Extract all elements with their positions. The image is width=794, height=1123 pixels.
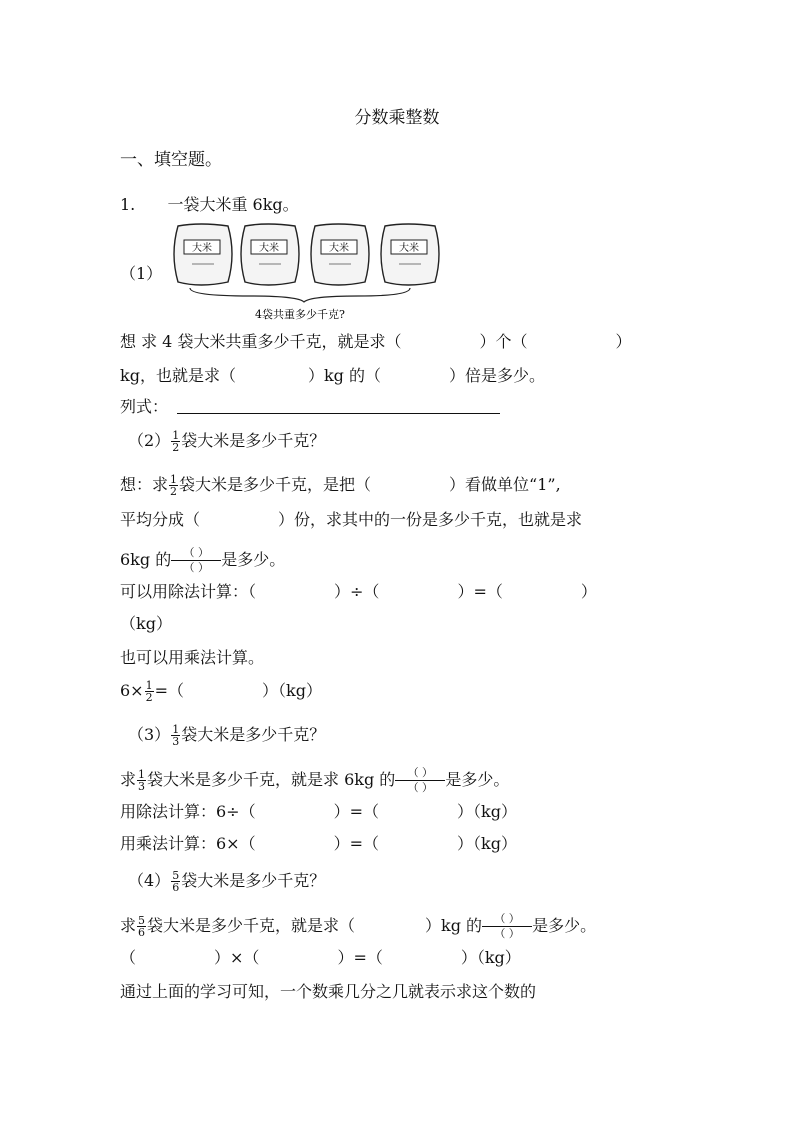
part-3-question xyxy=(128,724,325,747)
figure-caption: 4袋共重多少千克? xyxy=(255,308,345,321)
text-span: 用除法计算：6÷（ xyxy=(120,802,256,821)
text-span: 是多少。 xyxy=(221,550,286,569)
page-title: 分数乘整数 xyxy=(354,108,440,128)
text-span: 6× xyxy=(120,681,144,700)
text-span: （ xyxy=(120,948,137,967)
text-span: kg，也就是求（ xyxy=(120,366,236,385)
text-span: ）=（ xyxy=(333,802,380,821)
text-span: 是多少。 xyxy=(532,916,597,935)
question-1 xyxy=(120,195,299,215)
rice-bag xyxy=(174,224,232,285)
question-text: 一袋大米重 6kg。 xyxy=(167,195,299,214)
text-span: ）=（ xyxy=(333,834,380,853)
rice-bag xyxy=(381,224,439,285)
text-span: ）（kg） xyxy=(262,681,322,700)
part-2-think-2 xyxy=(120,510,582,530)
formula-answer-line[interactable] xyxy=(177,413,500,414)
text-span: ）÷（ xyxy=(334,582,380,601)
fraction: $\frac{5}{6}$ xyxy=(138,914,146,939)
part-2-mult-text: 也可以用乘法计算。 xyxy=(120,648,265,667)
part-4-equation xyxy=(120,948,521,968)
formula-label: 列式： xyxy=(120,397,169,416)
fraction: $\frac{1}{2}$ xyxy=(172,429,180,454)
text-span: 可以用除法计算：（ xyxy=(120,582,257,601)
text-span: 用乘法计算：6×（ xyxy=(120,834,256,853)
bag-label: 大米 xyxy=(259,243,279,254)
fraction: $\frac{1}{3}$ xyxy=(138,768,146,793)
part-label: （2） xyxy=(128,431,171,450)
part-3-division xyxy=(120,802,517,822)
bag-label: 大米 xyxy=(399,243,419,254)
fraction: $\frac{1}{2}$ xyxy=(170,473,178,498)
text-span: ）（kg） xyxy=(457,834,517,853)
question-number: 1. xyxy=(120,195,136,214)
part-2-question xyxy=(128,430,325,453)
rice-bag xyxy=(241,224,299,285)
part-2-mult xyxy=(120,680,322,703)
text-span: 求 xyxy=(120,916,137,935)
text-span: =（ xyxy=(154,681,185,700)
conclusion: 通过上面的学习可知，一个数乘几分之几就表示求这个数的 xyxy=(120,982,537,1001)
text-span: ）kg 的（ xyxy=(307,366,381,385)
bag-label: 大米 xyxy=(192,243,212,254)
text-span: 平均分成（ xyxy=(120,510,201,529)
part-2-division xyxy=(120,582,597,602)
text-span: 6kg 的 xyxy=(120,550,172,569)
text-span: 想 求 4 袋大米共重多少千克，就是求（ xyxy=(120,332,402,351)
fraction: $\frac{1}{3}$ xyxy=(172,723,180,748)
text-span: 想：求 xyxy=(120,475,169,494)
text-span: ） xyxy=(615,332,632,351)
part-2-unit: （kg） xyxy=(120,614,172,633)
text-span: ）（kg） xyxy=(460,948,521,967)
rice-bags-figure xyxy=(170,220,445,322)
blank-fraction[interactable]: $\frac{( )}{( )}$ xyxy=(395,766,445,795)
brace xyxy=(190,288,410,302)
text-span: 袋大米是多少千克？ xyxy=(181,431,326,450)
text-span: 袋大米是多少千克？ xyxy=(181,725,326,744)
text-span: 是多少。 xyxy=(445,770,510,789)
blank-fraction[interactable]: $\frac{( )}{( )}$ xyxy=(171,546,221,575)
rice-bag xyxy=(311,224,369,285)
blank-fraction[interactable]: $\frac{( )}{( )}$ xyxy=(482,912,532,941)
text-span: ）看做单位“1”, xyxy=(449,475,561,494)
text-span: ）份，求其中的一份是多少千克，也就是求 xyxy=(278,510,583,529)
text-span: ）=（ xyxy=(337,948,383,967)
part-2-think-3 xyxy=(120,546,285,575)
part-label: （4） xyxy=(128,871,171,890)
bag-label: 大米 xyxy=(329,243,349,254)
part-1-line-1 xyxy=(120,332,631,352)
fraction: $\frac{1}{2}$ xyxy=(145,679,153,704)
section-heading: 一、填空题。 xyxy=(120,150,222,170)
part-label: （3） xyxy=(128,725,171,744)
text-span: ）个（ xyxy=(479,332,528,351)
part-3-line xyxy=(120,766,509,795)
text-span: 求 xyxy=(120,770,137,789)
text-span: 袋大米是多少千克，是把（ xyxy=(179,475,372,494)
part-1-label: （1） xyxy=(120,264,163,283)
text-span: ）=（ xyxy=(457,582,503,601)
text-span: 袋大米是多少千克，就是求（ xyxy=(147,916,356,935)
part-4-question xyxy=(128,870,325,893)
text-span: ）kg 的 xyxy=(425,916,483,935)
text-span: ）倍是多少。 xyxy=(448,366,545,385)
text-span: ）（kg） xyxy=(457,802,517,821)
text-span: 袋大米是多少千克？ xyxy=(181,871,326,890)
part-4-line xyxy=(120,912,596,941)
part-1-line-2 xyxy=(120,366,545,386)
text-span: 袋大米是多少千克，就是求 6kg 的 xyxy=(147,770,396,789)
text-span: ）×（ xyxy=(214,948,260,967)
part-3-multiplication xyxy=(120,834,517,854)
part-2-think-1 xyxy=(120,474,561,497)
text-span: ） xyxy=(580,582,597,601)
fraction: $\frac{5}{6}$ xyxy=(172,869,180,894)
